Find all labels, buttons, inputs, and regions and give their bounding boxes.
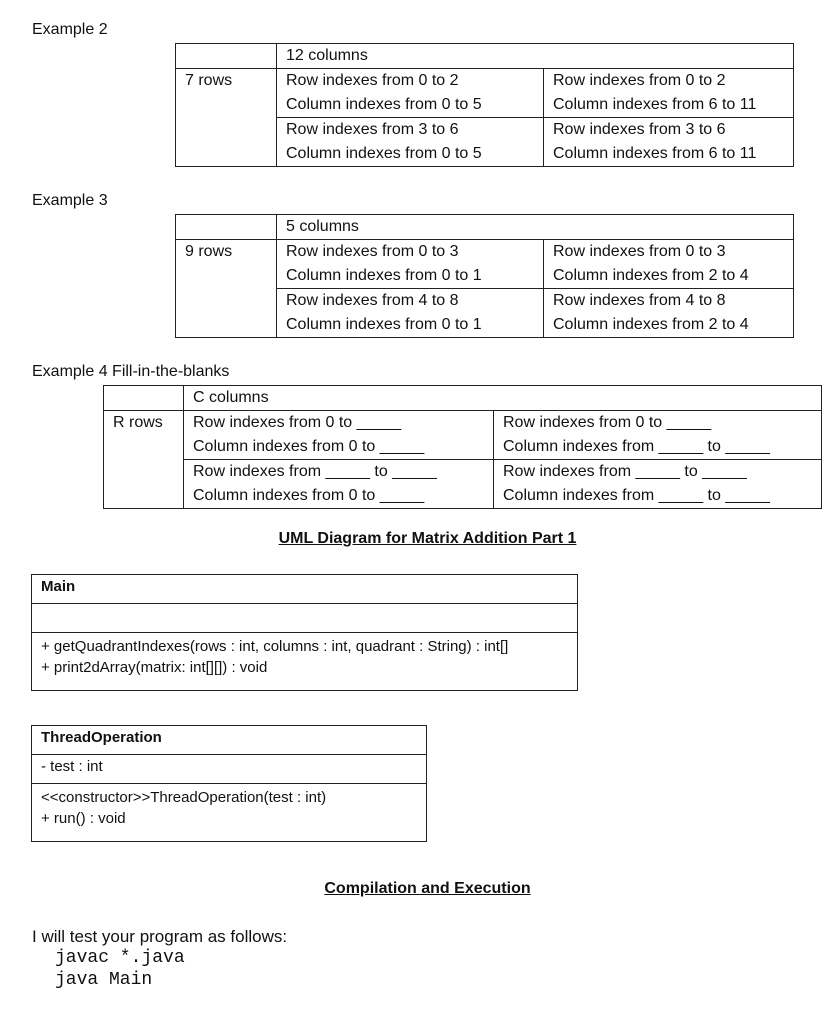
corner-cell (104, 386, 184, 411)
class-name: ThreadOperation (32, 726, 426, 755)
rows-header: R rows (104, 411, 184, 509)
columns-header: 5 columns (277, 215, 794, 240)
method: <<constructor>>ThreadOperation(test : int) (41, 789, 327, 806)
corner-cell (176, 215, 277, 240)
column-range: Column indexes from 6 to 11 (553, 145, 757, 162)
column-range: Column indexes from 0 to _____ (193, 487, 425, 504)
method: + print2dArray(matrix: int[][]) : void (41, 659, 268, 676)
column-range: Column indexes from 0 to 5 (286, 145, 482, 162)
row-range: Row indexes from 0 to _____ (503, 414, 712, 431)
quadrant-3 (277, 118, 544, 167)
quadrant-1 (184, 411, 494, 460)
method: + getQuadrantIndexes(rows : int, columns : int, quadrant : String) : int[] (41, 638, 509, 655)
column-range: Column indexes from 2 to 4 (553, 267, 749, 284)
corner-cell (176, 44, 277, 69)
column-range: Column indexes from 2 to 4 (553, 316, 749, 333)
quadrant-2 (544, 240, 794, 289)
example4-table (103, 385, 822, 509)
rows-header: 7 rows (176, 69, 277, 167)
compilation-intro: I will test your program as follows: (32, 927, 288, 946)
class-name: Main (32, 575, 577, 604)
quadrant-2 (494, 411, 822, 460)
example2-label: Example 2 (32, 21, 108, 38)
uml-heading: UML Diagram for Matrix Addition Part 1 (278, 530, 577, 547)
example4-label: Example 4 Fill-in-the-blanks (32, 363, 230, 380)
class-methods (32, 633, 577, 690)
row-range: Row indexes from 0 to _____ (193, 414, 402, 431)
class-attributes (32, 604, 577, 633)
quadrant-2 (544, 69, 794, 118)
row-range: Row indexes from 3 to 6 (286, 121, 459, 138)
column-range: Column indexes from 0 to 1 (286, 267, 482, 284)
row-range: Row indexes from 4 to 8 (286, 292, 459, 309)
quadrant-4 (544, 118, 794, 167)
row-range: Row indexes from 0 to 3 (553, 243, 726, 260)
row-range: Row indexes from 0 to 2 (286, 72, 459, 89)
example2-table (175, 43, 794, 167)
uml-class-main (31, 574, 578, 691)
row-range: Row indexes from 3 to 6 (553, 121, 726, 138)
row-range: Row indexes from _____ to _____ (503, 463, 747, 480)
quadrant-1 (277, 69, 544, 118)
column-range: Column indexes from 6 to 11 (553, 96, 757, 113)
uml-class-thread-operation (31, 725, 427, 842)
compile-command: javac *.java (55, 948, 185, 968)
example3-table (175, 214, 794, 338)
row-range: Row indexes from 0 to 3 (286, 243, 459, 260)
quadrant-4 (494, 460, 822, 509)
rows-header: 9 rows (176, 240, 277, 338)
column-range: Column indexes from _____ to _____ (503, 438, 770, 455)
column-range: Column indexes from _____ to _____ (503, 487, 770, 504)
column-range: Column indexes from 0 to 1 (286, 316, 482, 333)
column-range: Column indexes from 0 to _____ (193, 438, 425, 455)
quadrant-3 (184, 460, 494, 509)
quadrant-1 (277, 240, 544, 289)
example3-label: Example 3 (32, 192, 108, 209)
column-range: Column indexes from 0 to 5 (286, 96, 482, 113)
quadrant-4 (544, 289, 794, 338)
row-range: Row indexes from 0 to 2 (553, 72, 726, 89)
class-methods (32, 784, 426, 841)
run-command: java Main (55, 970, 153, 990)
columns-header: 12 columns (277, 44, 794, 69)
method: + run() : void (41, 810, 126, 827)
row-range: Row indexes from _____ to _____ (193, 463, 437, 480)
class-attributes: - test : int (32, 755, 426, 784)
columns-header: C columns (184, 386, 822, 411)
compilation-heading: Compilation and Execution (324, 880, 531, 897)
row-range: Row indexes from 4 to 8 (553, 292, 726, 309)
quadrant-3 (277, 289, 544, 338)
